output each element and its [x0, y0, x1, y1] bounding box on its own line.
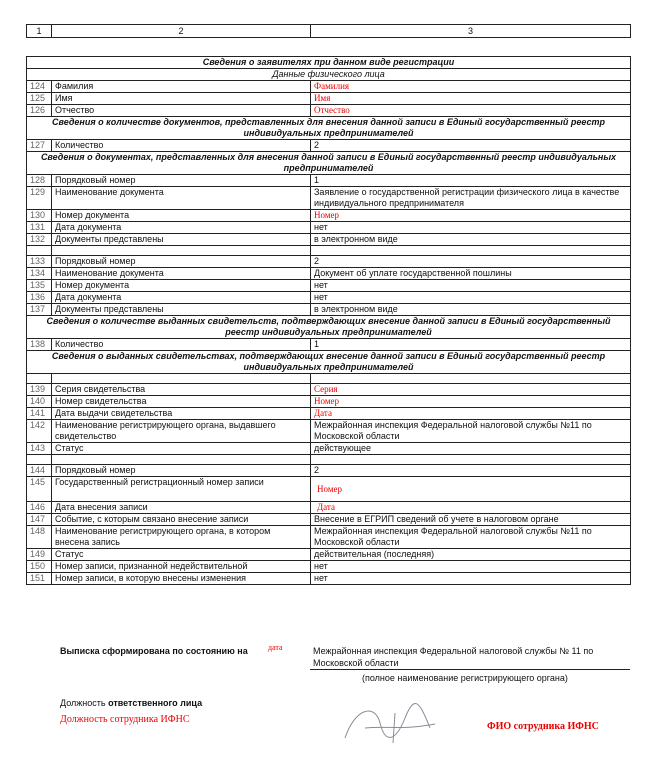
row-value: Межрайонная инспекция Федеральной налоговой службы №11 по Московской области [311, 526, 631, 549]
row-label: Наименование регистрирующего органа, выдавшего свидетельство [52, 420, 311, 443]
table-row [27, 465, 631, 477]
spacer-row [27, 455, 631, 465]
statement-label: Выписка сформирована по состоянию на [60, 646, 248, 656]
table-row [27, 420, 631, 443]
row-value: 1 [311, 175, 631, 187]
table-row [27, 187, 631, 210]
row-value: нет [311, 561, 631, 573]
row-number: 144 [27, 465, 52, 477]
row-number: 149 [27, 549, 52, 561]
row-number: 150 [27, 561, 52, 573]
row-value: нет [311, 292, 631, 304]
row-label: Документы представлены [52, 234, 311, 246]
position-label-prefix: Должность [60, 698, 109, 708]
row-label: Дата внесения записи [52, 502, 311, 514]
table-row [27, 280, 631, 292]
table-row [27, 408, 631, 420]
row-label: Дата документа [52, 222, 311, 234]
row-value: нет [311, 222, 631, 234]
name-value: Имя [311, 93, 631, 105]
table-row [27, 549, 631, 561]
table-row [27, 339, 631, 351]
row-number: 148 [27, 526, 52, 549]
row-number: 141 [27, 408, 52, 420]
row-number: 147 [27, 514, 52, 526]
row-label: Номер свидетельства [52, 396, 311, 408]
row-label: Наименование регистрирующего органа, в котором внесена запись [52, 526, 311, 549]
row-label: Отчество [52, 105, 311, 117]
table-row [27, 210, 631, 222]
row-label: Наименование документа [52, 268, 311, 280]
row-number: 131 [27, 222, 52, 234]
row-number: 126 [27, 105, 52, 117]
row-number: 137 [27, 304, 52, 316]
spacer-row [27, 246, 631, 256]
row-label: Статус [52, 443, 311, 455]
row-value: 2 [311, 465, 631, 477]
row-number: 124 [27, 81, 52, 93]
table-row [27, 526, 631, 549]
position-label-bold: ответственного лица [108, 698, 203, 708]
col-2-number: 2 [52, 25, 311, 38]
row-number: 129 [27, 187, 52, 210]
table-row [27, 573, 631, 585]
row-value: в электронном виде [311, 234, 631, 246]
table-row [27, 477, 631, 502]
table-row [27, 396, 631, 408]
row-label: Количество [52, 140, 311, 152]
row-number: 139 [27, 384, 52, 396]
table-row [27, 105, 631, 117]
section-individual: Данные физического лица [27, 69, 631, 81]
table-row [27, 502, 631, 514]
row-value: действующее [311, 443, 631, 455]
col-3-number: 3 [311, 25, 631, 38]
row-label: Порядковый номер [52, 175, 311, 187]
row-number: 143 [27, 443, 52, 455]
row-label: Номер записи, в которую внесены изменения [52, 573, 311, 585]
section-certs: Сведения о выданных свидетельствах, подтверждающих внесение данной записи в Единый государственный реестр индивидуальных предпринимателей [27, 351, 631, 374]
row-label: Порядковый номер [52, 465, 311, 477]
table-row [27, 234, 631, 246]
row-label: Документы представлены [52, 304, 311, 316]
section-doc-count: Сведения о количестве документов, представленных для внесения данной записи в Единый государственный реестр индивидуальных предпринимателей [27, 117, 631, 140]
table-row [27, 140, 631, 152]
section-applicants: Сведения о заявителях при данном виде регистрации [27, 57, 631, 69]
row-number: 140 [27, 396, 52, 408]
row-label: Номер документа [52, 280, 311, 292]
signature-icon [335, 698, 455, 753]
fio-value: ФИО сотрудника ИФНС [487, 721, 599, 732]
row-label: Наименование документа [52, 187, 311, 210]
row-label: Номер записи, признанной недействительной [52, 561, 311, 573]
row-value: Документ об уплате государственной пошлины [311, 268, 631, 280]
row-number: 130 [27, 210, 52, 222]
row-label: Порядковый номер [52, 256, 311, 268]
row-label: Дата документа [52, 292, 311, 304]
section-docs: Сведения о документах, представленных для внесения данной записи в Единый государственный реестр индивидуальных предпринимателей [27, 152, 631, 175]
row-number: 146 [27, 502, 52, 514]
row-number: 133 [27, 256, 52, 268]
row-label: Номер документа [52, 210, 311, 222]
reg-number-value: Номер [311, 477, 631, 502]
table-row [27, 384, 631, 396]
table-row [27, 443, 631, 455]
row-label: Дата выдачи свидетельства [52, 408, 311, 420]
row-label: Статус [52, 549, 311, 561]
row-value: действительная (последняя) [311, 549, 631, 561]
row-label: Событие, с которым связано внесение записи [52, 514, 311, 526]
row-value: Межрайонная инспекция Федеральной налоговой службы №11 по Московской области [311, 420, 631, 443]
row-label: Имя [52, 93, 311, 105]
row-number: 132 [27, 234, 52, 246]
row-number: 135 [27, 280, 52, 292]
table-row [27, 292, 631, 304]
row-value: в электронном виде [311, 304, 631, 316]
row-number: 128 [27, 175, 52, 187]
row-number: 151 [27, 573, 52, 585]
row-number: 145 [27, 477, 52, 502]
table-row [27, 256, 631, 268]
spacer-row [27, 374, 631, 384]
table-row [27, 81, 631, 93]
extract-table [26, 56, 631, 585]
surname-value: Фамилия [311, 81, 631, 93]
row-number: 134 [27, 268, 52, 280]
row-number: 125 [27, 93, 52, 105]
cert-series-value: Серия [311, 384, 631, 396]
column-number-header [26, 24, 631, 38]
row-value: 2 [311, 256, 631, 268]
table-row [27, 304, 631, 316]
statement-date: дата [268, 643, 283, 652]
row-value: 2 [311, 140, 631, 152]
row-value: 1 [311, 339, 631, 351]
row-number: 127 [27, 140, 52, 152]
table-row [27, 93, 631, 105]
row-label: Государственный регистрационный номер записи [52, 477, 311, 502]
authority-underline [310, 669, 630, 670]
row-value: Заявление о государственной регистрации физического лица в качестве индивидуального предпринимателя [311, 187, 631, 210]
table-row [27, 514, 631, 526]
row-value: Внесение в ЕГРИП сведений об учете в налоговом органе [311, 514, 631, 526]
doc-number-value: Номер [311, 210, 631, 222]
entry-date-value: Дата [311, 502, 631, 514]
row-value: нет [311, 280, 631, 292]
table-row [27, 175, 631, 187]
row-value: нет [311, 573, 631, 585]
position-label [60, 698, 202, 708]
table-row [27, 222, 631, 234]
table-row [27, 561, 631, 573]
section-cert-count: Сведения о количестве выданных свидетельств, подтверждающих внесение данной записи в Единый государственный реестр индивидуальных предпринимателей [27, 316, 631, 339]
row-label: Фамилия [52, 81, 311, 93]
col-1-number: 1 [27, 25, 52, 38]
authority-caption: (полное наименование регистрирующего органа) [362, 673, 568, 683]
row-number: 142 [27, 420, 52, 443]
row-label: Количество [52, 339, 311, 351]
cert-number-value: Номер [311, 396, 631, 408]
patronymic-value: Отчество [311, 105, 631, 117]
row-label: Серия свидетельства [52, 384, 311, 396]
table-row [27, 268, 631, 280]
cert-date-value: Дата [311, 408, 631, 420]
row-number: 138 [27, 339, 52, 351]
position-value: Должность сотрудника ИФНС [60, 714, 190, 725]
row-number: 136 [27, 292, 52, 304]
authority-name: Межрайонная инспекция Федеральной налоговой службы № 11 по Московской области [313, 646, 594, 668]
